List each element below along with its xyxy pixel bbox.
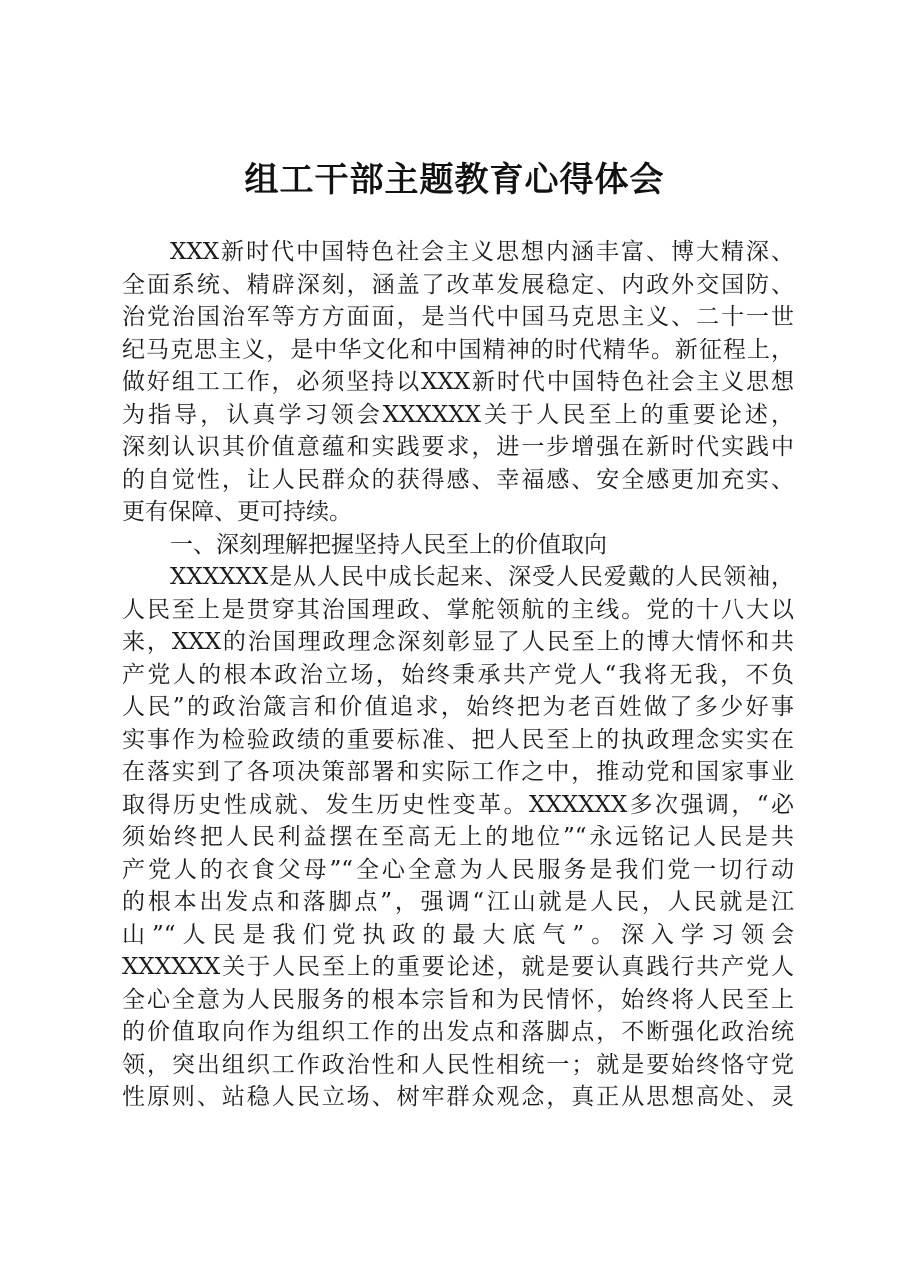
paragraph-2-line: 须始终把人民利益摆在至高无上的地位”“永远铭记人民是共: [122, 824, 794, 850]
paragraph-2-line: 取得历史性成就、发生历史性变革。XXXXXX多次强调，“必: [122, 791, 794, 818]
paragraph-2-line: 山”“人民是我们党执政的最大底气”。深入学习领会: [122, 921, 794, 948]
paragraph-2-line: 产党人的根本政治立场，始终秉承共产党人“我将无我，不负: [122, 661, 794, 688]
paragraph-2-line: 实事作为检验政绩的重要标准、把人民至上的执政理念实实在: [122, 726, 794, 753]
paragraph-2-line: 人民至上是贯穿其治国理政、掌舵领航的主线。党的十八大以: [122, 596, 794, 623]
paragraph-1-line: 深刻认识其价值意蕴和实践要求，进一步增强在新时代实践中: [122, 434, 794, 460]
paragraph-1-line: 纪马克思主义，是中华文化和中国精神的时代精华。新征程上，: [122, 336, 794, 363]
paragraph-1-line: 更有保障、更可持续。: [122, 499, 352, 525]
section-heading: 一、深刻理解把握坚持人民至上的价值取向: [170, 531, 607, 558]
paragraph-2-line: 全心全意为人民服务的根本宗旨和为民情怀，始终将人民至上: [122, 986, 794, 1013]
document-title: 组工干部主题教育心得体会: [244, 160, 665, 200]
paragraph-2-line: XXXXXX是从人民中成长起来、深受人民爱戴的人民领袖，: [170, 564, 794, 590]
paragraph-2-line: 产党人的衣食父母”“全心全意为人民服务是我们党一切行动: [122, 856, 794, 883]
paragraph-2-line: 性原则、站稳人民立场、树牢群众观念，真正从思想高处、灵: [122, 1084, 794, 1110]
paragraph-1-line: 全面系统、精辟深刻，涵盖了改革发展稳定、内政外交国防、: [122, 271, 794, 298]
paragraph-2-line: 在落实到了各项决策部署和实际工作之中，推动党和国家事业: [122, 759, 794, 785]
paragraph-1-line: XXX新时代中国特色社会主义思想内涵丰富、博大精深、: [170, 239, 794, 265]
paragraph-1-line: 做好组工工作，必须坚持以XXX新时代中国特色社会主义思想: [122, 369, 794, 395]
paragraph-2-line: XXXXXX关于人民至上的重要论述，就是要认真践行共产党人: [122, 954, 794, 980]
paragraph-2-line: 来，XXX的治国理政理念深刻彰显了人民至上的博大情怀和共: [122, 629, 794, 655]
paragraph-2-line: 的价值取向作为组织工作的出发点和落脚点，不断强化政治统: [122, 1019, 794, 1045]
paragraph-2-line: 的根本出发点和落脚点”，强调“江山就是人民，人民就是江: [122, 889, 794, 915]
document-body: [122, 236, 794, 1114]
paragraph-1-line: 为指导，认真学习领会XXXXXX关于人民至上的重要论述，: [122, 401, 794, 428]
paragraph-1-line: 治党治国治军等方方面面，是当代中国马克思主义、二十一世: [122, 304, 794, 330]
paragraph-1-line: 的自觉性，让人民群众的获得感、幸福感、安全感更加充实、: [122, 466, 794, 493]
paragraph-2-line: 人民”的政治箴言和价值追求，始终把为老百姓做了多少好事: [122, 694, 794, 720]
paragraph-2-line: 领，突出组织工作政治性和人民性相统一；就是要始终恪守党: [122, 1051, 794, 1078]
